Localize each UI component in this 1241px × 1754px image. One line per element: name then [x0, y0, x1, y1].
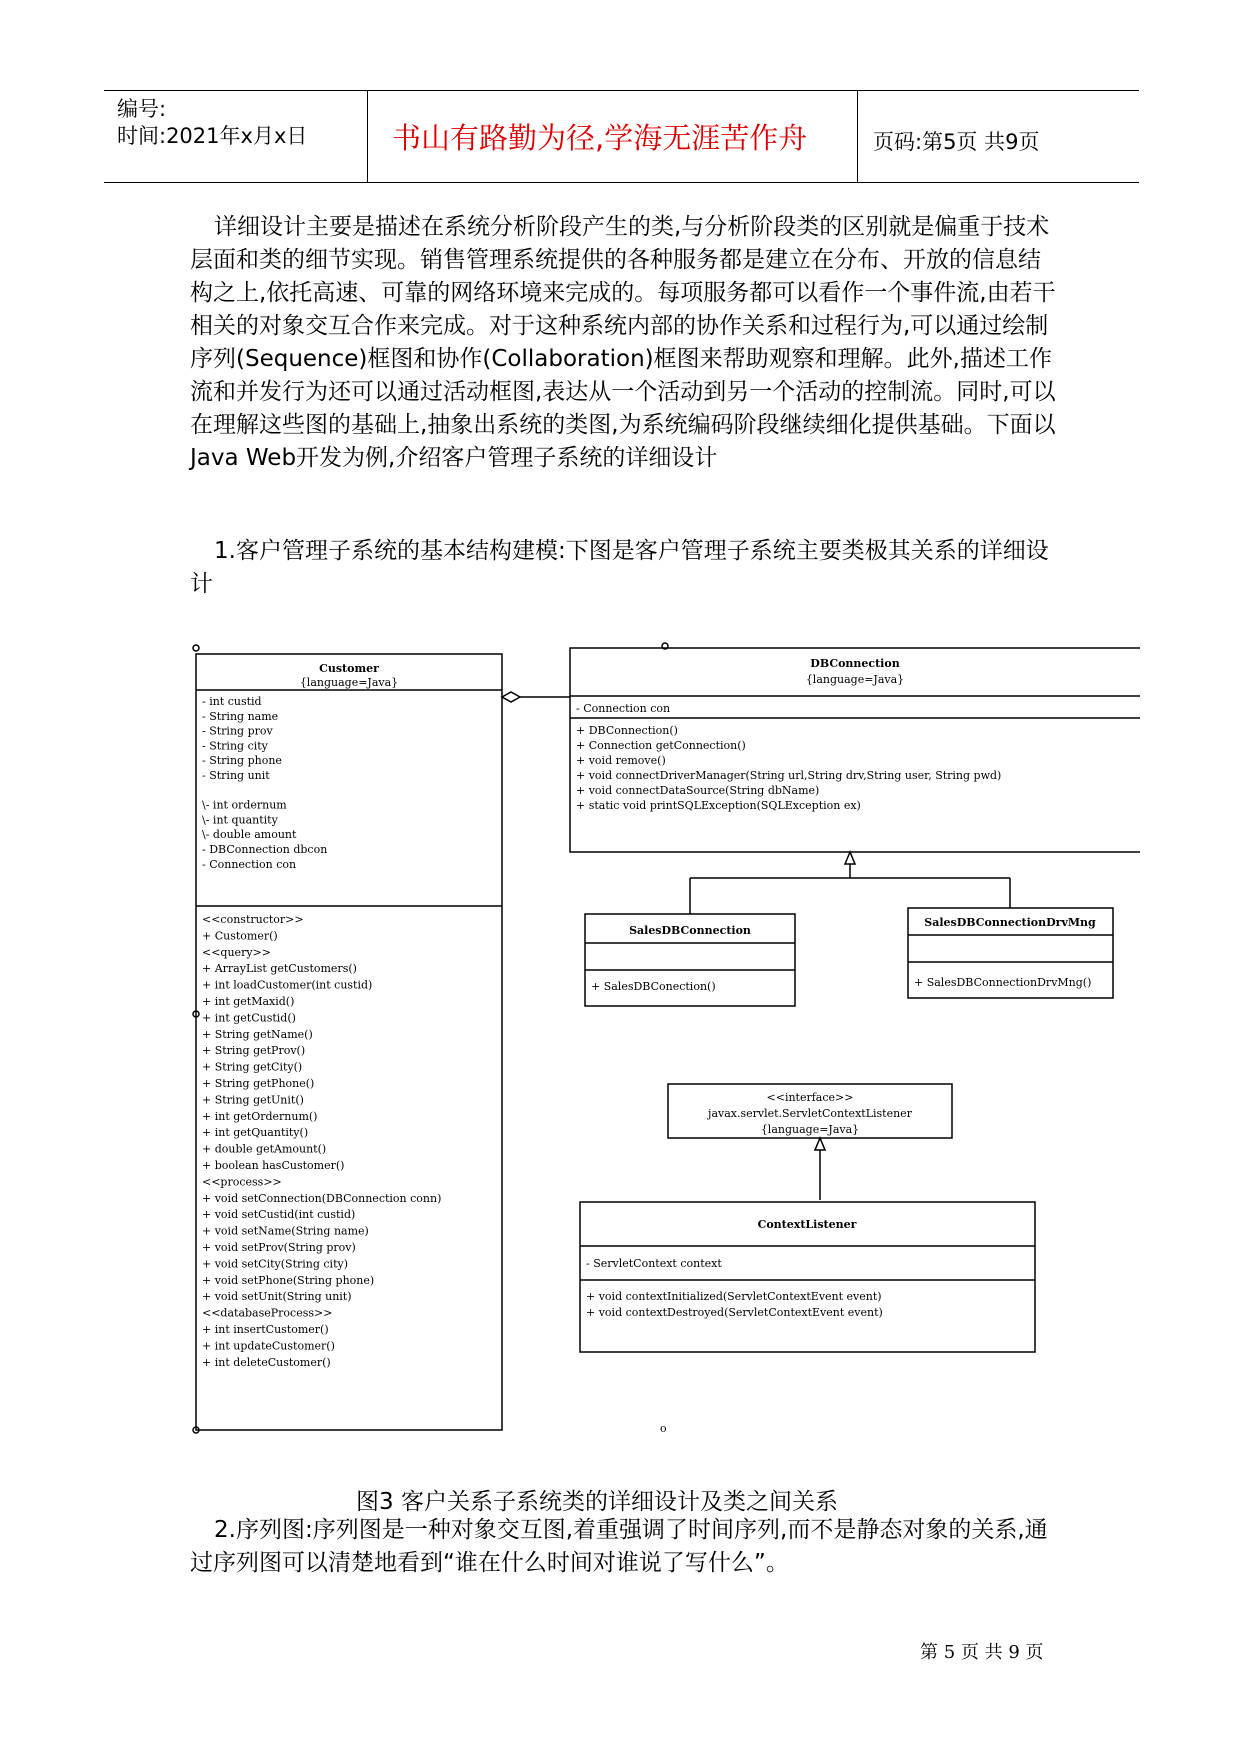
dbconnection-operation: + void connectDataSource(String dbName): [576, 784, 820, 797]
customer-operation: <<process>>: [202, 1175, 282, 1189]
customer-operation: <<databaseProcess>>: [202, 1306, 333, 1320]
contextlistener-operation: + void contextDestroyed(ServletContextEvent event): [586, 1306, 883, 1319]
salesdbconnection-operation: + SalesDBConection(): [591, 980, 716, 993]
customer-attribute: - Connection con: [202, 857, 297, 871]
contextlistener-operation: + void contextInitialized(ServletContextEvent event): [586, 1290, 882, 1303]
customer-stereotype: {language=Java}: [299, 676, 399, 689]
customer-attribute: - String prov: [202, 724, 273, 738]
dbconnection-stereotype: {language=Java}: [805, 673, 905, 686]
customer-operation: + void setPhone(String phone): [202, 1273, 375, 1287]
dbconnection-operation: + Connection getConnection(): [576, 739, 746, 752]
header-divider-left: [367, 90, 368, 183]
header-top-rule: [104, 90, 1139, 91]
customer-operation: + double getAmount(): [202, 1142, 327, 1156]
customer-attribute: - DBConnection dbcon: [202, 843, 328, 856]
customer-operation: + void setProv(String prov): [202, 1241, 356, 1254]
body-paragraph-3: 2.序列图:序列图是一种对象交互图,着重强调了时间序列,而不是静态对象的关系,通过序列图可以清楚地看到“谁在什么时间对谁说了写什么”。: [190, 1517, 1048, 1576]
footer-page-number: 第 5 页 共 9 页: [920, 1642, 1044, 1663]
customer-attribute: - String name: [202, 709, 279, 723]
customer-operation: + String getName(): [202, 1027, 313, 1041]
customer-attribute: \- int quantity: [202, 813, 278, 827]
customer-operation: + int getMaxid(): [202, 995, 295, 1008]
interface-language: {language=Java}: [760, 1123, 860, 1136]
uml-class-diagram: [190, 640, 1150, 1440]
dbconnection-operation: + void connectDriverManager(String url,String drv,String user, String pwd): [576, 769, 1002, 782]
salesdbconnectiondrvmng-title: SalesDBConnectionDrvMng: [924, 916, 1096, 929]
dbconnection-operation: + void remove(): [576, 754, 666, 767]
header-motto: 书山有路勤为径,学海无涯苦作舟: [392, 121, 808, 155]
customer-operation: + void setConnection(DBConnection conn): [202, 1191, 442, 1205]
customer-attribute: - String unit: [202, 769, 270, 782]
dbconnection-operation: + DBConnection(): [576, 724, 678, 737]
customer-operation: + int getCustid(): [202, 1011, 296, 1025]
customer-operation: + void setCity(String city): [202, 1257, 349, 1271]
salesdbconnectiondrvmng-operation: + SalesDBConnectionDrvMng(): [914, 976, 1092, 989]
contextlistener-title: ContextListener: [757, 1218, 857, 1231]
header-time-label: 时间:2021年x月x日: [117, 124, 308, 148]
customer-operation: + int getOrdernum(): [202, 1109, 318, 1123]
customer-operation: + String getPhone(): [202, 1077, 315, 1090]
interface-stereotype: <<interface>>: [766, 1091, 854, 1104]
header-bottom-rule: [104, 182, 1139, 183]
customer-operation: + String getProv(): [202, 1044, 306, 1058]
customer-operation: + String getCity(): [202, 1060, 303, 1074]
customer-attribute: - String phone: [202, 754, 282, 768]
figure-caption: 图3 客户关系子系统类的详细设计及类之间关系: [356, 1489, 838, 1515]
customer-operation: + String getUnit(): [202, 1093, 304, 1107]
customer-attribute: - String city: [202, 739, 268, 753]
dbconnection-operation: + static void printSQLException(SQLException ex): [576, 799, 861, 812]
customer-operation: <<query>>: [202, 945, 271, 959]
realization-arrow: [815, 1138, 825, 1150]
customer-operation: + int loadCustomer(int custid): [202, 978, 373, 992]
header-page-label: 页码:第5页 共9页: [873, 130, 1040, 154]
customer-operation: <<constructor>>: [202, 913, 304, 926]
header-number-label: 编号:: [117, 97, 167, 121]
customer-operation: + void setCustid(int custid): [202, 1208, 356, 1222]
interface-title: javax.servlet.ServletContextListener: [708, 1107, 912, 1120]
customer-operation: + void setUnit(String unit): [202, 1290, 352, 1304]
customer-operation: + int updateCustomer(): [202, 1339, 335, 1353]
customer-operation: + int getQuantity(): [202, 1126, 309, 1140]
customer-operation: + void setName(String name): [202, 1224, 369, 1238]
body-paragraph-1: 详细设计主要是描述在系统分析阶段产生的类,与分析阶段类的区别就是偏重于技术层面和类的细节实现。销售管理系统提供的各种服务都是建立在分布、开放的信息结构之上,依托高速、可靠的网络环境来完成的。每项服务都可以看作一个事件流,由若干相关的对象交互合作来完成。对于这种系统内部的协作关系和过程行为,可以通过绘制序列(Sequence)框图和协作(Collaboration)框图来帮助观察和理解。此外,描述工作流和并发行为还可以通过活动框图,表达从一个活动到另一个活动的控制流。同时,可以在理解这些图的基础上,抽象出系统的类图,为系统编码阶段继续细化提供基础。下面以Java Web开发为例,介绍客户管理子系统的详细设计: [190, 214, 1056, 471]
customer-operation: + ArrayList getCustomers(): [202, 962, 357, 976]
customer-operation: + int insertCustomer(): [202, 1323, 329, 1336]
body-paragraph-2: 1.客户管理子系统的基本结构建模:下图是客户管理子系统主要类极其关系的详细设计: [190, 538, 1049, 597]
salesdbconnection-title: SalesDBConnection: [629, 924, 751, 937]
customer-attribute: - int custid: [202, 695, 262, 708]
dbconnection-attribute: - Connection con: [576, 702, 671, 715]
small-circle-mark: o: [660, 1422, 667, 1435]
customer-operation: + int deleteCustomer(): [202, 1355, 331, 1369]
generalization-arrow-dbconnection: [845, 852, 855, 864]
customer-operation: + Customer(): [202, 929, 278, 943]
contextlistener-attribute: - ServletContext context: [586, 1257, 722, 1270]
customer-operation: + boolean hasCustomer(): [202, 1159, 345, 1172]
customer-attribute: \- double amount: [202, 828, 297, 842]
dbconnection-title: DBConnection: [810, 657, 900, 670]
customer-title: Customer: [319, 662, 379, 675]
customer-attribute: \- int ordernum: [202, 798, 287, 812]
header-divider-right: [857, 90, 858, 183]
